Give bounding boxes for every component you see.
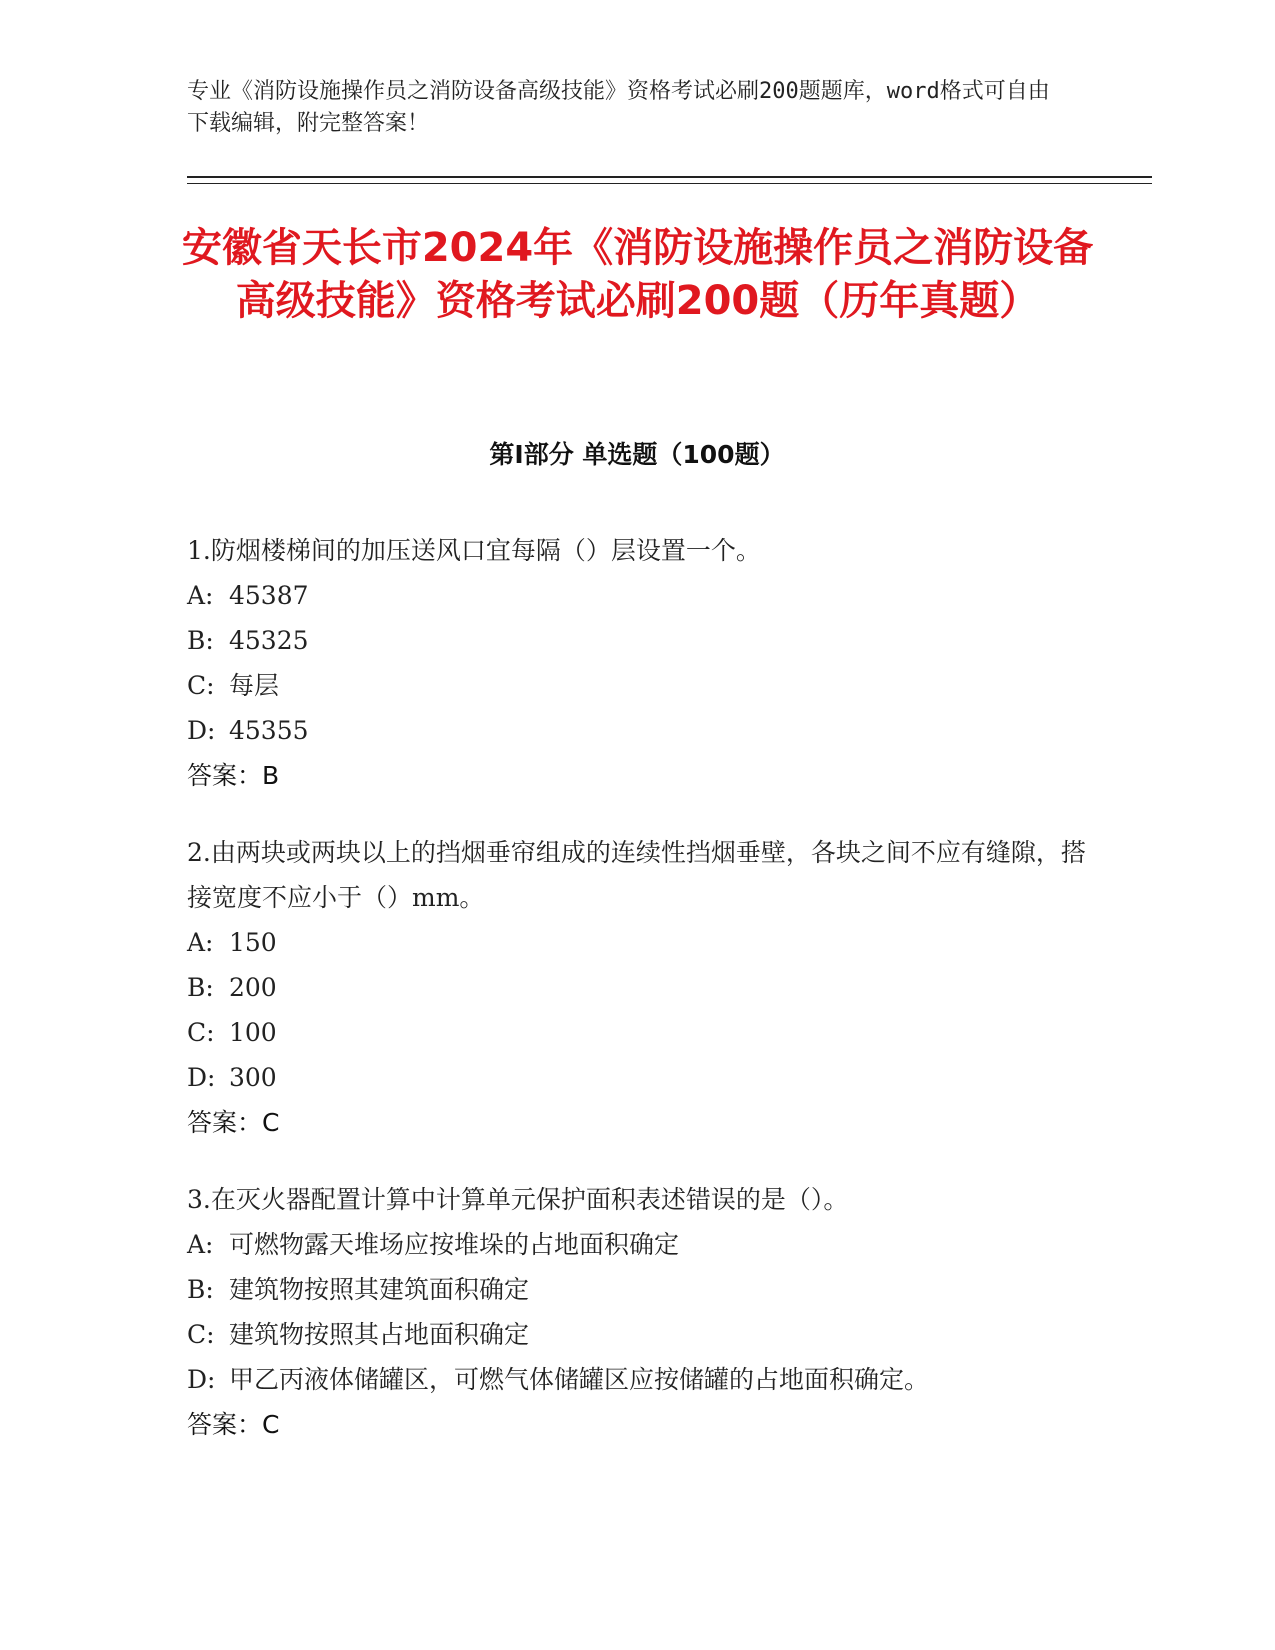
option-letter: B: — [187, 626, 214, 655]
option-letter: B: — [187, 973, 214, 1002]
question-2 — [187, 830, 1087, 1145]
option-letter: B: — [187, 1275, 214, 1304]
option-letter: D: — [187, 1365, 216, 1394]
option-letter: C: — [187, 671, 215, 700]
option-text: 45387 — [229, 581, 309, 610]
option-c — [187, 663, 1087, 708]
document-title: 安徽省天长市2024年《消防设施操作员之消防设备高级技能》资格考试必刷200题（历年真题） — [181, 225, 1094, 324]
option-text: 可燃物露天堆场应按堆垛的占地面积确定 — [229, 1230, 680, 1259]
header-divider-thin — [187, 183, 1152, 184]
answer: 答案：B — [187, 761, 280, 790]
question-stem: 3.在灭火器配置计算中计算单元保护面积表述错误的是（）。 — [187, 1185, 849, 1214]
option-b — [187, 618, 1087, 663]
option-text: 45325 — [229, 626, 309, 655]
option-text: 每层 — [229, 671, 280, 700]
question-list — [187, 528, 1087, 1479]
option-letter: A: — [187, 581, 214, 610]
option-text: 200 — [229, 973, 277, 1002]
option-text: 甲乙丙液体储罐区，可燃气体储罐区应按储罐的占地面积确定。 — [229, 1365, 930, 1394]
option-d — [187, 1055, 1087, 1100]
option-b — [187, 1267, 1087, 1312]
option-letter: A: — [187, 928, 214, 957]
option-c — [187, 1312, 1087, 1357]
question-stem: 1.防烟楼梯间的加压送风口宜每隔（）层设置一个。 — [187, 536, 761, 565]
option-text: 45355 — [229, 716, 309, 745]
option-c — [187, 1010, 1087, 1055]
question-3 — [187, 1177, 1087, 1447]
option-letter: C: — [187, 1018, 215, 1047]
option-text: 建筑物按照其占地面积确定 — [229, 1320, 530, 1349]
header-divider-thick — [187, 176, 1152, 178]
question-1 — [187, 528, 1087, 798]
option-letter: D: — [187, 716, 216, 745]
option-d — [187, 708, 1087, 753]
header-note: 专业《消防设施操作员之消防设备高级技能》资格考试必刷200题题库，word格式可自由下载编辑，附完整答案！ — [187, 79, 1050, 136]
option-a — [187, 573, 1087, 618]
option-a — [187, 920, 1087, 965]
option-text: 150 — [229, 928, 277, 957]
option-a — [187, 1222, 1087, 1267]
option-text: 300 — [229, 1063, 277, 1092]
section-heading: 第I部分 单选题（100题） — [489, 440, 785, 469]
option-d — [187, 1357, 1087, 1402]
option-letter: A: — [187, 1230, 214, 1259]
option-letter: D: — [187, 1063, 216, 1092]
option-text: 100 — [229, 1018, 277, 1047]
answer: 答案：C — [187, 1410, 280, 1439]
option-letter: C: — [187, 1320, 215, 1349]
option-b — [187, 965, 1087, 1010]
answer: 答案：C — [187, 1108, 280, 1137]
option-text: 建筑物按照其建筑面积确定 — [229, 1275, 530, 1304]
question-stem: 2.由两块或两块以上的挡烟垂帘组成的连续性挡烟垂壁，各块之间不应有缝隙，搭接宽度不应小于（）mm。 — [187, 838, 1086, 912]
